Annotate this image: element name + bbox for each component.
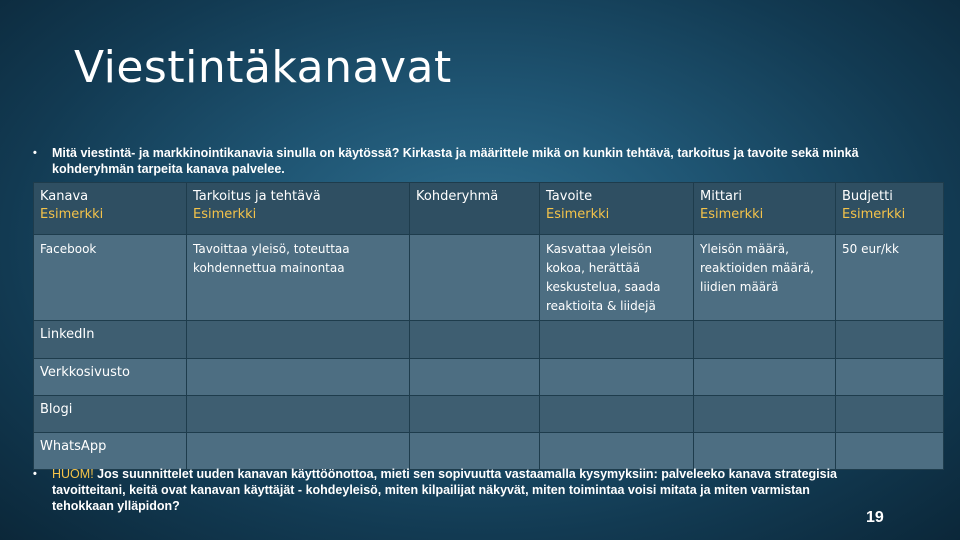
note-text [52, 466, 863, 514]
header-sublabel: Esimerkki [40, 207, 104, 222]
table-row [34, 396, 944, 433]
table-cell: Blogi [34, 396, 187, 433]
table-cell: Facebook [34, 235, 187, 321]
table-cell: 50 eur/kk [836, 235, 944, 321]
note-bullet [33, 466, 863, 514]
table-cell [836, 359, 944, 396]
table-cell [187, 359, 410, 396]
bullet-icon: • [33, 147, 37, 159]
table-cell: WhatsApp [34, 433, 187, 470]
table-cell [540, 359, 694, 396]
table-cell [836, 321, 944, 359]
table-cell [410, 321, 540, 359]
table-row [34, 235, 944, 321]
intro-text: Mitä viestintä- ja markkinointikanavia sinulla on käytössä? Kirkasta ja määrittele mikä on kunkin tehtävä, tarkoitus ja tavoite sekä minkä kohderyhmän tarpeita kanava palvelee. [52, 146, 859, 176]
header-label: Tarkoitus ja tehtävä [193, 189, 321, 204]
page-number: 19 [866, 509, 884, 526]
header-sublabel: Esimerkki [193, 207, 257, 222]
table-cell [694, 359, 836, 396]
header-label: Mittari [700, 189, 742, 204]
header-cell-mittari [694, 183, 836, 235]
bullet-icon: • [33, 468, 37, 480]
table-cell [410, 235, 540, 321]
table-cell [836, 396, 944, 433]
table-cell [540, 321, 694, 359]
header-sublabel: Esimerkki [842, 207, 906, 222]
table-cell [187, 321, 410, 359]
note-prefix: HUOM! [52, 467, 94, 481]
channels-table [33, 182, 944, 470]
table-cell: Verkkosivusto [34, 359, 187, 396]
header-cell-tavoite [540, 183, 694, 235]
table-cell [540, 433, 694, 470]
table-cell [410, 433, 540, 470]
header-label: Tavoite [546, 189, 593, 204]
table-header-row [34, 183, 944, 235]
header-label: Kohderyhmä [416, 189, 499, 204]
header-cell-kanava [34, 183, 187, 235]
table-cell [694, 321, 836, 359]
table-cell: Tavoittaa yleisö, toteuttaa kohdennettua mainontaa [187, 235, 410, 321]
table-cell [410, 359, 540, 396]
note-body: Jos suunnittelet uuden kanavan käyttöönottoa, mieti sen sopivuutta vastaamalla kysymyksiin: palveleeko kanava strategisia tavoitteitani, keitä ovat kanavan käyttäjät - kohdeyleisö, miten kilpailijat näkyvät, miten toimintaa voisi mitata ja miten varmistan tehokkaan ylläpidon? [52, 467, 838, 513]
table-cell: Kasvattaa yleisön kokoa, herättää keskustelua, saada reaktioita & liidejä [540, 235, 694, 321]
intro-bullet [33, 145, 913, 177]
slide-title: Viestintäkanavat [74, 42, 452, 93]
table-cell [836, 433, 944, 470]
table-cell [694, 433, 836, 470]
table-cell [694, 396, 836, 433]
header-sublabel: Esimerkki [700, 207, 764, 222]
table-row [34, 321, 944, 359]
header-cell-budjetti [836, 183, 944, 235]
table-row [34, 359, 944, 396]
header-cell-tarkoitus [187, 183, 410, 235]
table-cell [410, 396, 540, 433]
table-cell: LinkedIn [34, 321, 187, 359]
table-cell: Yleisön määrä, reaktioiden määrä, liidien määrä [694, 235, 836, 321]
header-sublabel: Esimerkki [546, 207, 610, 222]
table-cell [540, 396, 694, 433]
table-cell [187, 433, 410, 470]
header-label: Budjetti [842, 189, 893, 204]
header-cell-kohderyhma [410, 183, 540, 235]
table-row [34, 433, 944, 470]
table-cell [187, 396, 410, 433]
header-label: Kanava [40, 189, 89, 204]
